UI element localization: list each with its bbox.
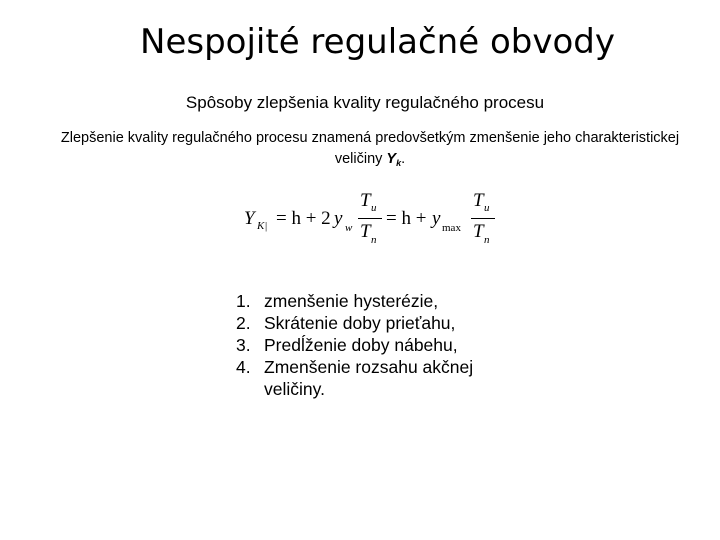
formula-lhs: Y [244, 208, 255, 229]
list-item [236, 334, 536, 356]
intro-subscript: k [396, 158, 402, 168]
formula-lhs-sub: K| [257, 220, 268, 232]
slide-title: Nespojité regulačné obvody [140, 22, 615, 62]
list-item-number: 3. [236, 335, 251, 355]
slide-subtitle: Spôsoby zlepšenia kvality regulačného procesu [185, 93, 545, 112]
intro-symbol: Y [386, 151, 397, 167]
list-item [236, 312, 536, 334]
formula-y1-sub: w [345, 222, 353, 234]
formula-den1: T [360, 221, 371, 242]
intro-paragraph [50, 128, 690, 174]
formula-den2: T [473, 221, 484, 242]
intro-end: . [401, 151, 406, 167]
formula-num1-sub: u [371, 202, 377, 214]
formula-y2: y [432, 208, 441, 229]
formula-fraction-line-2 [471, 218, 495, 219]
formula-y2-sub: max [442, 222, 461, 234]
formula [238, 192, 508, 254]
list-item [236, 290, 536, 312]
formula-eq2: = h + [386, 208, 427, 229]
list-item-text: Zmenšenie rozsahu akčnej veličiny. [264, 357, 474, 399]
formula-num2: T [473, 190, 484, 211]
list-item [236, 356, 536, 400]
formula-den2-sub: n [484, 234, 490, 246]
formula-y1: y [334, 208, 343, 229]
list-item-text: Skrátenie doby prieťahu, [264, 313, 456, 333]
formula-eq1: = h + 2 [276, 208, 331, 229]
list-item-text: Predĺženie doby nábehu, [264, 335, 458, 355]
list-item-number: 4. [236, 357, 251, 377]
improvement-list [236, 290, 536, 400]
list-item-number: 2. [236, 313, 251, 333]
formula-den1-sub: n [371, 234, 377, 246]
formula-num1: T [360, 190, 371, 211]
intro-text: Zlepšenie kvality regulačného procesu znamená predovšetkým zmenšenie jeho charakteristickej veličiny [60, 130, 680, 167]
formula-fraction-line-1 [358, 218, 382, 219]
list-item-text: zmenšenie hysterézie, [264, 291, 439, 311]
list-item-number: 1. [236, 291, 251, 311]
formula-num2-sub: u [484, 202, 490, 214]
